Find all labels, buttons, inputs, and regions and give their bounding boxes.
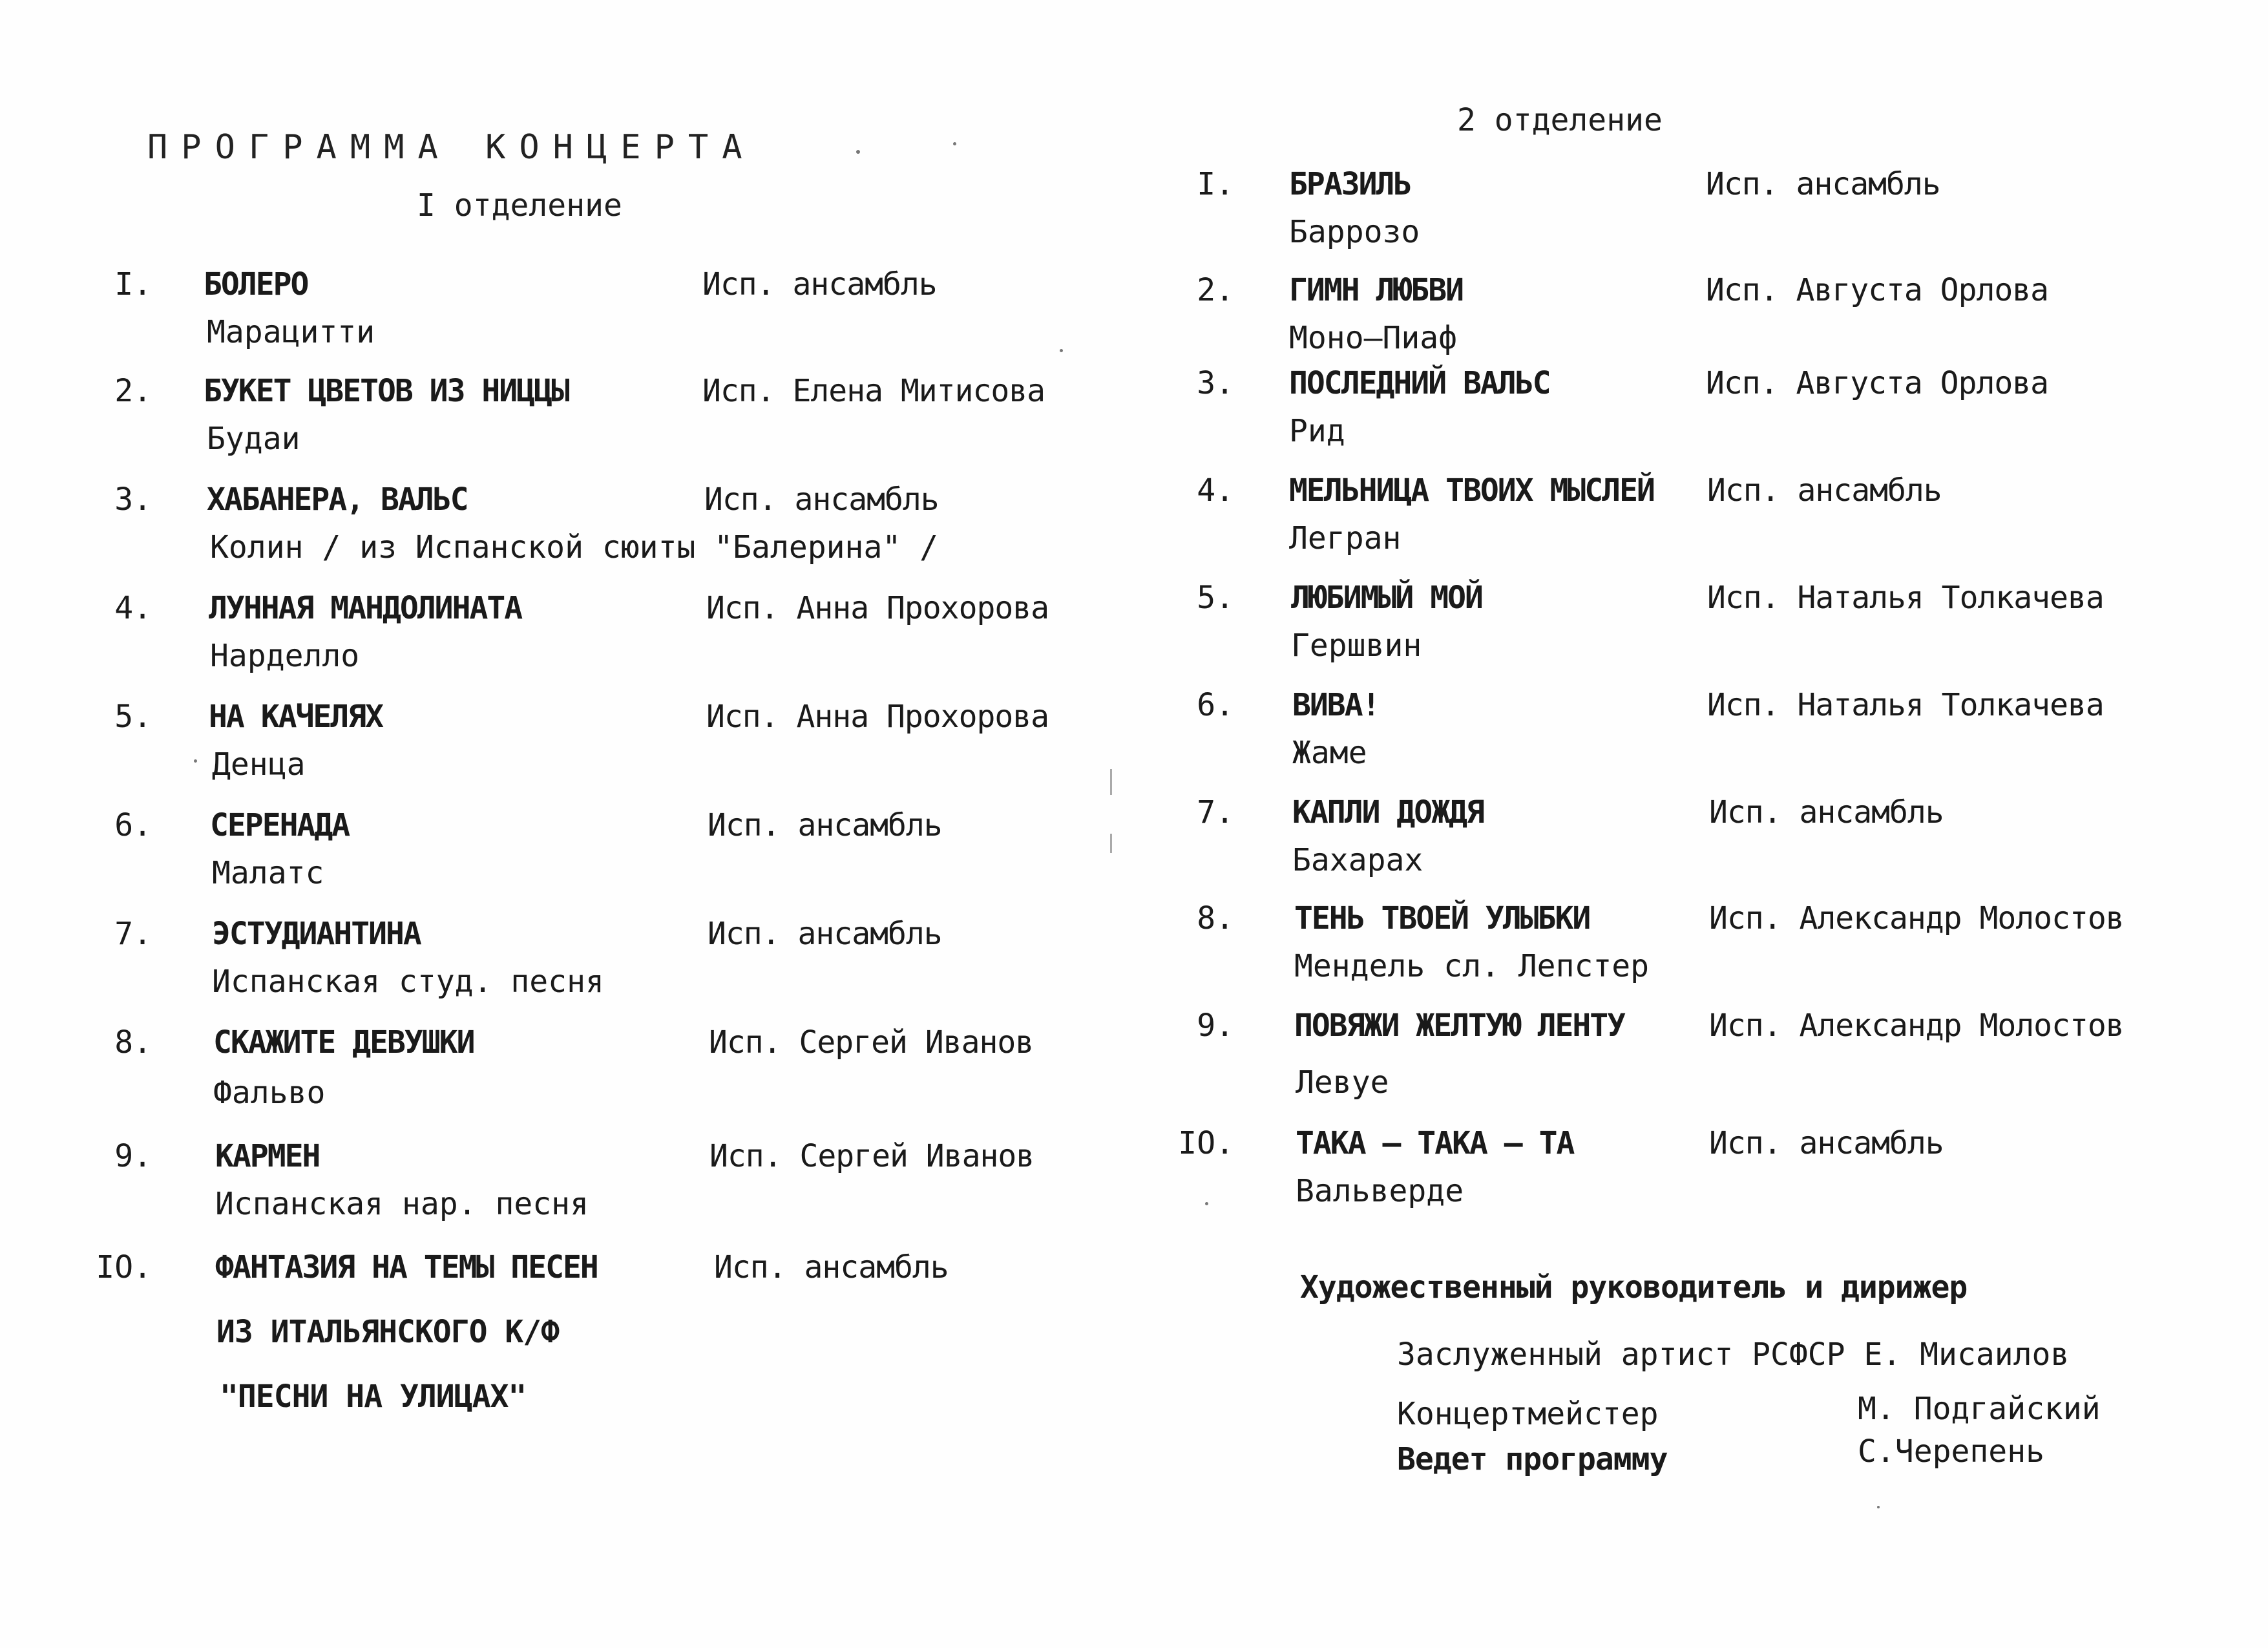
item-number: I.: [114, 266, 152, 302]
item-number: 7.: [1197, 794, 1234, 830]
item-number: 4.: [1197, 472, 1234, 509]
item-performer: Исп. ансамбль: [702, 266, 937, 302]
item-title: ВИВА!: [1292, 687, 1380, 723]
item-number: 6.: [114, 807, 152, 843]
item-composer: Колин / из Испанской сюиты "Балерина" /: [210, 529, 939, 565]
item-composer: Левуе: [1296, 1064, 1389, 1101]
item-title: БОЛЕРО: [204, 266, 308, 302]
host-name: С.Черепень: [1858, 1433, 2044, 1470]
item-number: 5.: [1197, 580, 1234, 616]
item-title: ЛУННАЯ МАНДОЛИНАТА: [209, 590, 522, 626]
item-composer: Моно—Пиаф: [1289, 320, 1458, 356]
item-performer: Исп. Сергей Иванов: [709, 1138, 1034, 1174]
item-composer: Будаи: [207, 421, 300, 457]
item-composer: Рид: [1289, 413, 1345, 449]
item-title: ЭСТУДИАНТИНА: [212, 916, 421, 952]
item-title: СЕРЕНАДА: [210, 807, 350, 843]
item-number: 3.: [1197, 365, 1234, 401]
item-performer: Исп. ансамбль: [704, 481, 939, 518]
item-composer: Мендель сл. Лепстер: [1294, 948, 1650, 984]
item-title-line2: ИЗ ИТАЛЬЯНСКОГО К/Ф: [216, 1314, 560, 1350]
scan-speck: [953, 142, 956, 145]
director-name: Заслуженный артист РСФСР Е. Мисаилов: [1397, 1336, 2070, 1373]
item-number: 3.: [114, 481, 152, 518]
item-number: IO.: [1178, 1125, 1234, 1161]
item-number: 8.: [1197, 900, 1234, 936]
item-composer: Марацитти: [207, 314, 375, 350]
item-title: ПОСЛЕДНИЙ ВАЛЬС: [1289, 365, 1550, 401]
item-title: ФАНТАЗИЯ НА ТЕМЫ ПЕСЕН: [215, 1249, 598, 1285]
item-composer: Испанская нар. песня: [215, 1186, 589, 1222]
item-number: I.: [1197, 166, 1234, 202]
item-performer: Исп. Елена Митисова: [702, 373, 1045, 409]
accompanist-name: М. Подгайский: [1858, 1391, 2101, 1427]
item-performer: Исп. Сергей Иванов: [709, 1024, 1034, 1061]
item-title: ТАКА — ТАКА — ТА: [1296, 1125, 1574, 1161]
part1-heading: I отделение: [417, 187, 622, 224]
scan-speck: [856, 150, 860, 154]
director-role: Художественный руководитель и дирижер: [1300, 1269, 1968, 1305]
item-composer: Малатс: [212, 855, 324, 891]
item-composer: Нарделло: [210, 638, 360, 674]
item-performer: Исп. Анна Прохорова: [706, 590, 1049, 626]
item-composer: Вальверде: [1296, 1173, 1464, 1209]
fold-mark: [1110, 834, 1112, 853]
item-composer: Жаме: [1292, 735, 1367, 771]
item-number: 5.: [114, 699, 152, 735]
item-title: ЛЮБИМЫЙ МОЙ: [1291, 580, 1482, 616]
item-title: КАПЛИ ДОЖДЯ: [1292, 794, 1484, 830]
item-number: 6.: [1197, 687, 1234, 723]
accompanist-role: Концертмейстер: [1397, 1396, 1659, 1432]
item-composer: Испанская студ. песня: [212, 964, 604, 1000]
item-title: МЕЛЬНИЦА ТВОИХ МЫСЛЕЙ: [1289, 472, 1654, 509]
item-title: БУКЕТ ЦВЕТОВ ИЗ НИЦЦЫ: [204, 373, 569, 409]
item-number: 2.: [114, 373, 152, 409]
item-title: ГИМН ЛЮБВИ: [1289, 272, 1463, 308]
item-title: ПОВЯЖИ ЖЕЛТУЮ ЛЕНТУ: [1294, 1008, 1625, 1044]
item-number: 2.: [1197, 272, 1234, 308]
item-performer: Исп. Наталья Толкачева: [1707, 687, 2104, 723]
item-composer: Баррозо: [1289, 214, 1420, 250]
item-title: ХАБАНЕРА, ВАЛЬС: [207, 481, 468, 518]
item-number: 8.: [114, 1024, 152, 1061]
item-title: НА КАЧЕЛЯХ: [209, 699, 383, 735]
scan-speck: [1205, 1202, 1208, 1205]
host-role: Ведет программу: [1397, 1441, 1668, 1477]
item-performer: Исп. Александр Молостов: [1709, 900, 2124, 936]
item-number: 9.: [1197, 1008, 1234, 1044]
program-title: ПРОГРАММА КОНЦЕРТА: [147, 128, 756, 167]
item-performer: Исп. Наталья Толкачева: [1707, 580, 2104, 616]
item-performer: Исп. Анна Прохорова: [706, 699, 1049, 735]
item-performer: Исп. Августа Орлова: [1706, 272, 2049, 308]
part2-heading: 2 отделение: [1457, 102, 1663, 138]
item-title: СКАЖИТЕ ДЕВУШКИ: [213, 1024, 474, 1061]
item-number: 7.: [114, 916, 152, 952]
item-title-line3: "ПЕСНИ НА УЛИЦАХ": [220, 1379, 527, 1415]
item-performer: Исп. ансамбль: [1709, 1125, 1944, 1161]
item-title: БРАЗИЛЬ: [1289, 166, 1411, 202]
item-composer: Бахарах: [1292, 842, 1423, 878]
scan-speck: [1060, 349, 1063, 352]
item-composer: Гершвин: [1291, 628, 1422, 664]
item-performer: Исп. ансамбль: [1709, 794, 1944, 830]
item-performer: Исп. ансамбль: [714, 1249, 949, 1285]
item-title: КАРМЕН: [215, 1138, 320, 1174]
item-performer: Исп. Александр Молостов: [1709, 1008, 2124, 1044]
item-performer: Исп. ансамбль: [1706, 166, 1940, 202]
item-performer: Исп. ансамбль: [708, 807, 942, 843]
scan-speck: [1877, 1506, 1880, 1508]
scan-speck: [194, 759, 197, 763]
fold-mark: [1110, 769, 1112, 795]
item-composer: Фальво: [213, 1075, 326, 1111]
item-performer: Исп. Августа Орлова: [1706, 365, 2049, 401]
item-performer: Исп. ансамбль: [708, 916, 942, 952]
item-number: 4.: [114, 590, 152, 626]
item-composer: Денца: [212, 746, 306, 783]
item-performer: Исп. ансамбль: [1707, 472, 1942, 509]
item-title: ТЕНЬ ТВОЕЙ УЛЫБКИ: [1294, 900, 1590, 936]
item-number: IO.: [96, 1249, 152, 1285]
item-number: 9.: [114, 1138, 152, 1174]
item-composer: Легран: [1289, 520, 1402, 556]
